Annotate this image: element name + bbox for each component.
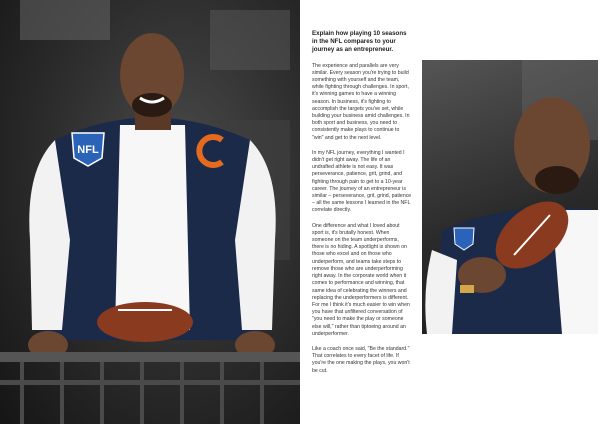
answer-paragraph: The experience and parallels are very similar. Every season you're trying to build something with yourself and the team, while fighting through challenges. In sport, it's winning games to have a winning season. In business, it's fighting to accomplish the targets you've set, while building your business amid challenges. In both sport and business, you need to consistently make plays to continue to "win" and get to the next level. [312,62,410,141]
answer-paragraph: In my NFL journey, everything I wanted I didn't get right away. The life of an undrafted athlete is not easy. It was perseverance, patience, grit, grind, and fighting through pain to get to a 10-year career. The journey of an entrepreneur is similar – perseverance, grit, grind, patience – all the same lessons I learned in the NFL correlate directly. [312,149,412,214]
beard [535,166,579,194]
railing-posts [20,362,264,424]
white-shirt [115,125,190,330]
right-portrait-photo [422,60,598,334]
bg-light-streak [210,10,290,70]
bg-light-streak [20,0,110,40]
jacket-sleeve [425,250,457,334]
article-column [312,30,412,383]
railing-top [0,352,300,362]
wristwatch [460,285,474,293]
interview-question: Explain how playing 10 seasons in the NFL compares to your journey as an entrepreneur. [312,30,407,54]
beard [132,93,172,117]
railing-bar [0,380,300,385]
answer-paragraph: Like a coach once said, "Be the standard." That correlates to every facet of life. If you're the one making the plays, you won't be cut. [312,345,410,374]
football [97,302,193,342]
svg-text:NFL: NFL [77,144,99,156]
answer-paragraph: One difference and what I loved about sport is, it's brutally honest. When someone on the team underperforms, there is no hiding. A spotlight is shown on those who excel and on those who underperform, and teams take steps to remove those who are underperforming right away. In the corporate world when it comes to performance and winning, that same idea of celebrating the winners and replacing the underperformers is different. For me I think it's much easier to win when you have that unfiltered conversation of "you need to make the play or someone else will," rather than tiptoeing around an underperformer. [312,222,410,337]
right-portrait-illustration [422,60,598,334]
